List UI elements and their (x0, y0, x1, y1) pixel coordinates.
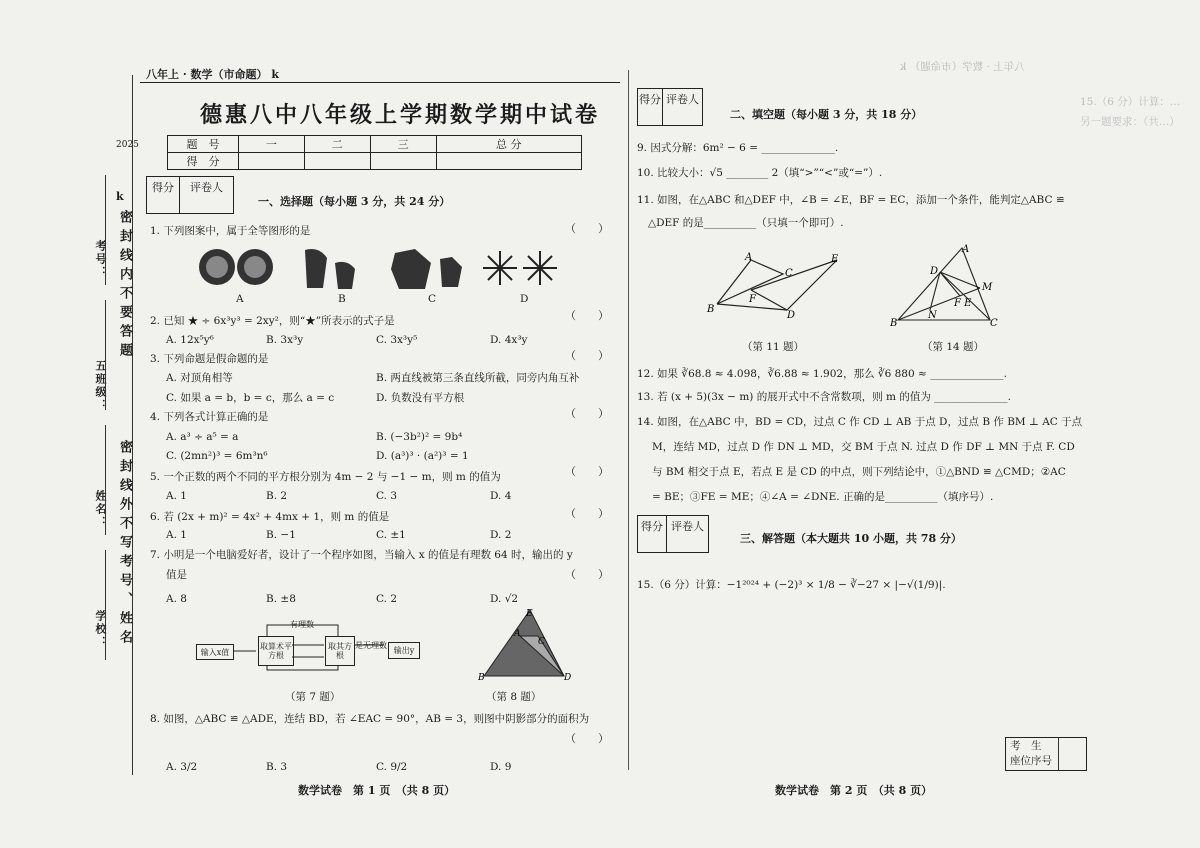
q6-opt-b: B. −1 (266, 529, 296, 541)
answer-paren[interactable]: （ ） (565, 349, 609, 362)
grader-box (637, 88, 703, 126)
figure-c (391, 249, 462, 289)
q3-stem: 3. 下列命题是假命题的是 (150, 353, 269, 365)
seal-text-inside: 密封线内不要答题 (117, 210, 132, 362)
margin-k: k (116, 190, 124, 203)
answer-paren[interactable]: （ ） (565, 407, 609, 420)
q13: 13. 若 (x + 5)(3x − m) 的展开式中不含常数项，则 m 的值为 ______________. (637, 391, 1012, 403)
figure-d (483, 251, 557, 285)
q14-line3: 与 BM 相交于点 E，若点 E 是 CD 的中点，则下列结论中，①△BND ≌ △CMD；②AC (652, 466, 1066, 478)
score-header-cell: 二 (304, 136, 370, 153)
svg-text:N: N (928, 310, 937, 321)
blank-line (105, 300, 106, 410)
section-3-heading: 三、解答题（本大题共 10 小题，共 78 分） (740, 532, 962, 545)
q4-opt-b: B. (−3b²)² = 9b⁴ (376, 431, 463, 443)
fig11-caption: （第 11 题） (742, 341, 805, 353)
score-cell[interactable] (304, 153, 370, 170)
score-header-cell: 总 分 (436, 136, 581, 153)
answer-paren[interactable]: （ ） (565, 222, 609, 235)
q2-opt-b: B. 3x³y (266, 334, 304, 346)
q14-line4: = BE；③FE = ME；④∠A = ∠DNE. 正确的是__________（填序号）. (652, 491, 994, 503)
grader-name-label: 评卷人 (671, 520, 704, 533)
flow-output-box: 输出y (388, 642, 420, 659)
name-label: 姓名： (94, 490, 107, 529)
point-label-e: E (526, 609, 533, 619)
q4-stem: 4. 下列各式计算正确的是 (150, 411, 269, 423)
header-rule (140, 82, 620, 83)
bleed-through-header: 八年上 · 数学（市命题） k (900, 61, 1025, 73)
q2-stem: 2. 已知 ★ ÷ 6x³y³ = 2xy²，则“★”所表示的式子是 (150, 315, 395, 327)
q11-line1: 11. 如图，在△ABC 和△DEF 中，∠B = ∠E，BF = EC，添加一个条件，能判定△ABC ≌ (637, 194, 1065, 206)
q1-label-a: A (236, 293, 244, 305)
grader-name-label: 评卷人 (190, 181, 223, 194)
svg-text:M: M (982, 282, 993, 293)
svg-text:E: E (831, 254, 839, 265)
q10: 10. 比较大小：√5 ________ 2（填“>”“<”或“=”）. (637, 167, 883, 179)
page-divider (628, 70, 629, 770)
seat-label-2: 座位序号 (1010, 755, 1052, 767)
answer-paren[interactable]: （ ） (565, 568, 609, 581)
footer-left: 数学试卷 第 1 页 （共 8 页） (298, 784, 456, 797)
q6-stem: 6. 若 (2x + m)² = 4x² + 4mx + 1，则 m 的值是 (150, 511, 390, 523)
grader-box (637, 515, 709, 553)
q15: 15.（6 分）计算：−1²⁰²⁴ + (−2)³ × 1/8 − ∛−27 × |−√(1/9)|. (637, 579, 946, 591)
svg-text:C: C (785, 268, 793, 279)
answer-paren[interactable]: （ ） (565, 309, 609, 322)
flow-input-box: 输入x值 (196, 644, 234, 660)
section-1-heading: 一、选择题（每小题 3 分，共 24 分） (258, 195, 451, 208)
q7-opt-a: A. 8 (166, 593, 187, 605)
seat-number-box[interactable] (1005, 737, 1087, 771)
q8-opt-d: D. 9 (490, 761, 512, 773)
score-cell[interactable] (436, 153, 581, 170)
q5-opt-a: A. 1 (166, 490, 187, 502)
q14-figure (890, 244, 1005, 329)
q11-line2: △DEF 的是__________（只填一个即可）. (648, 217, 844, 229)
exam-number-label: 考号： (94, 240, 107, 279)
q7-opt-b: B. ±8 (266, 593, 296, 605)
q14-line1: 14. 如图，在△ABC 中，BD = CD，过点 C 作 CD ⊥ AB 于点 D，过点 B 作 BM ⊥ AC 于点 (637, 416, 1083, 428)
q3-opt-a: A. 对顶角相等 (166, 372, 233, 384)
margin-year: 2025 (116, 140, 139, 150)
class-label: 五班级： (94, 360, 107, 412)
q5-opt-d: D. 4 (490, 490, 512, 502)
q2-opt-c: C. 3x³y⁵ (376, 334, 418, 346)
answer-paren[interactable]: （ ） (565, 507, 609, 520)
svg-text:A: A (745, 252, 753, 263)
q1-label-c: C (428, 293, 437, 305)
q7-opt-d: D. √2 (490, 593, 519, 605)
q7-stem-line1: 7. 小明是一个电脑爱好者，设计了一个程序如图，当输入 x 的值是有理数 64 时，输出的 y (150, 549, 573, 561)
fig7-caption: （第 7 题） (285, 691, 341, 703)
q4-opt-c: C. (2mn²)³ = 6m³n⁶ (166, 450, 268, 462)
q2-opt-d: D. 4x³y (490, 334, 528, 346)
q1-label-b: B (338, 293, 346, 305)
q5-opt-c: C. 3 (376, 490, 398, 502)
grader-score-label: 得分 (638, 89, 663, 125)
fig14-caption: （第 14 题） (922, 341, 985, 353)
q8-opt-c: C. 9/2 (376, 761, 408, 773)
seal-text-outside: 密封线外不写考号、姓名 (117, 440, 132, 649)
flow-check-box: 取其方根 (325, 636, 355, 666)
q8-figure (478, 608, 573, 683)
score-header-cell: 一 (239, 136, 305, 153)
grader-score-label: 得分 (147, 177, 180, 213)
q1-label-d: D (520, 293, 529, 305)
figure-b (305, 249, 355, 289)
fig8-caption: （第 8 题） (486, 691, 542, 703)
point-label-a: A (514, 629, 521, 639)
q11-figure (705, 252, 845, 322)
svg-text:F E: F E (954, 298, 972, 309)
q7-stem-line2: 值是 (166, 569, 187, 581)
score-header-cell: 题 号 (168, 136, 239, 153)
q8-stem: 8. 如图，△ABC ≌ △ADE，连结 BD，若 ∠EAC = 90°，AB = 3，则图中阴影部分的面积为 (150, 713, 590, 725)
bleed-through-text-1: 15.（6 分）计算：… (1080, 96, 1181, 108)
q3-opt-d: D. 负数没有平方根 (376, 392, 465, 404)
bleed-through-text-2: 另一题要求：（共…） (1080, 116, 1180, 128)
svg-text:C: C (990, 318, 998, 329)
flow-irrational-label: 是无理数 (355, 641, 387, 650)
q12: 12. 如果 ∛68.8 ≈ 4.098，∛6.88 ≈ 1.902，那么 ∛6 880 ≈ ______________. (637, 368, 1007, 380)
seal-line (132, 75, 133, 775)
answer-paren[interactable]: （ ） (565, 465, 609, 478)
svg-text:B: B (890, 318, 898, 329)
footer-right: 数学试卷 第 2 页 （共 8 页） (775, 784, 933, 797)
q8-opt-b: B. 3 (266, 761, 288, 773)
q6-opt-a: A. 1 (166, 529, 187, 541)
seat-label-1: 考 生 (1010, 740, 1042, 752)
grader-box (146, 176, 234, 214)
q1-stem: 1. 下列图案中，属于全等图形的是 (150, 225, 311, 237)
q4-opt-d: D. (a³)³ · (a²)³ = 1 (376, 450, 469, 462)
q14-line2: M，连结 MD，过点 D 作 DN ⊥ MD，交 BM 于点 N. 过点 D 作 DF ⊥ MN 于点 F. CD (652, 441, 1075, 453)
exam-title: 德惠八中八年级上学期数学期中试卷 (200, 102, 601, 128)
svg-text:D: D (930, 266, 939, 277)
q9: 9. 因式分解：6m² − 6 = ______________. (637, 142, 839, 154)
grader-name-label: 评卷人 (666, 93, 699, 106)
point-label-d: D (564, 673, 572, 683)
blank-line (105, 550, 106, 660)
blank-line (105, 425, 106, 535)
q7-opt-c: C. 2 (376, 593, 398, 605)
svg-text:B: B (707, 304, 715, 315)
seat-divider (1058, 738, 1059, 770)
score-table (167, 135, 582, 170)
q3-opt-c: C. 如果 a = b，b = c，那么 a = c (166, 392, 335, 404)
blank-line (105, 175, 106, 285)
q6-opt-c: C. ±1 (376, 529, 406, 541)
score-cell[interactable] (370, 153, 436, 170)
flow-sqrt-box: 取算术平方根 (258, 636, 294, 666)
grader-score-label: 得分 (638, 516, 667, 552)
q8-opt-a: A. 3/2 (166, 761, 198, 773)
score-cell[interactable] (239, 153, 305, 170)
q2-opt-a: A. 12x⁵y⁶ (166, 334, 214, 346)
point-label-c: C (538, 637, 545, 647)
answer-paren[interactable]: （ ） (565, 732, 609, 745)
flow-rational-label: 有理数 (290, 620, 314, 629)
svg-text:F: F (749, 294, 756, 305)
figure-a (199, 249, 273, 285)
page-header: 八年上 · 数学（市命题） k (146, 68, 279, 81)
score-header-cell: 三 (370, 136, 436, 153)
q5-stem: 5. 一个正数的两个不同的平方根分别为 4m − 2 与 −1 − m，则 m 的值为 (150, 471, 501, 483)
q4-opt-a: A. a³ ÷ a⁵ = a (166, 431, 239, 443)
q3-opt-b: B. 两直线被第三条直线所截，同旁内角互补 (376, 372, 580, 384)
section-2-heading: 二、填空题（每小题 3 分，共 18 分） (730, 108, 923, 121)
q1-figures (195, 245, 575, 305)
svg-text:D: D (787, 310, 796, 321)
q6-opt-d: D. 2 (490, 529, 512, 541)
point-label-b: B (478, 673, 485, 683)
svg-text:A: A (962, 244, 970, 255)
q5-opt-b: B. 2 (266, 490, 288, 502)
score-row-label: 得 分 (168, 153, 239, 170)
school-label: 学校： (94, 610, 107, 649)
